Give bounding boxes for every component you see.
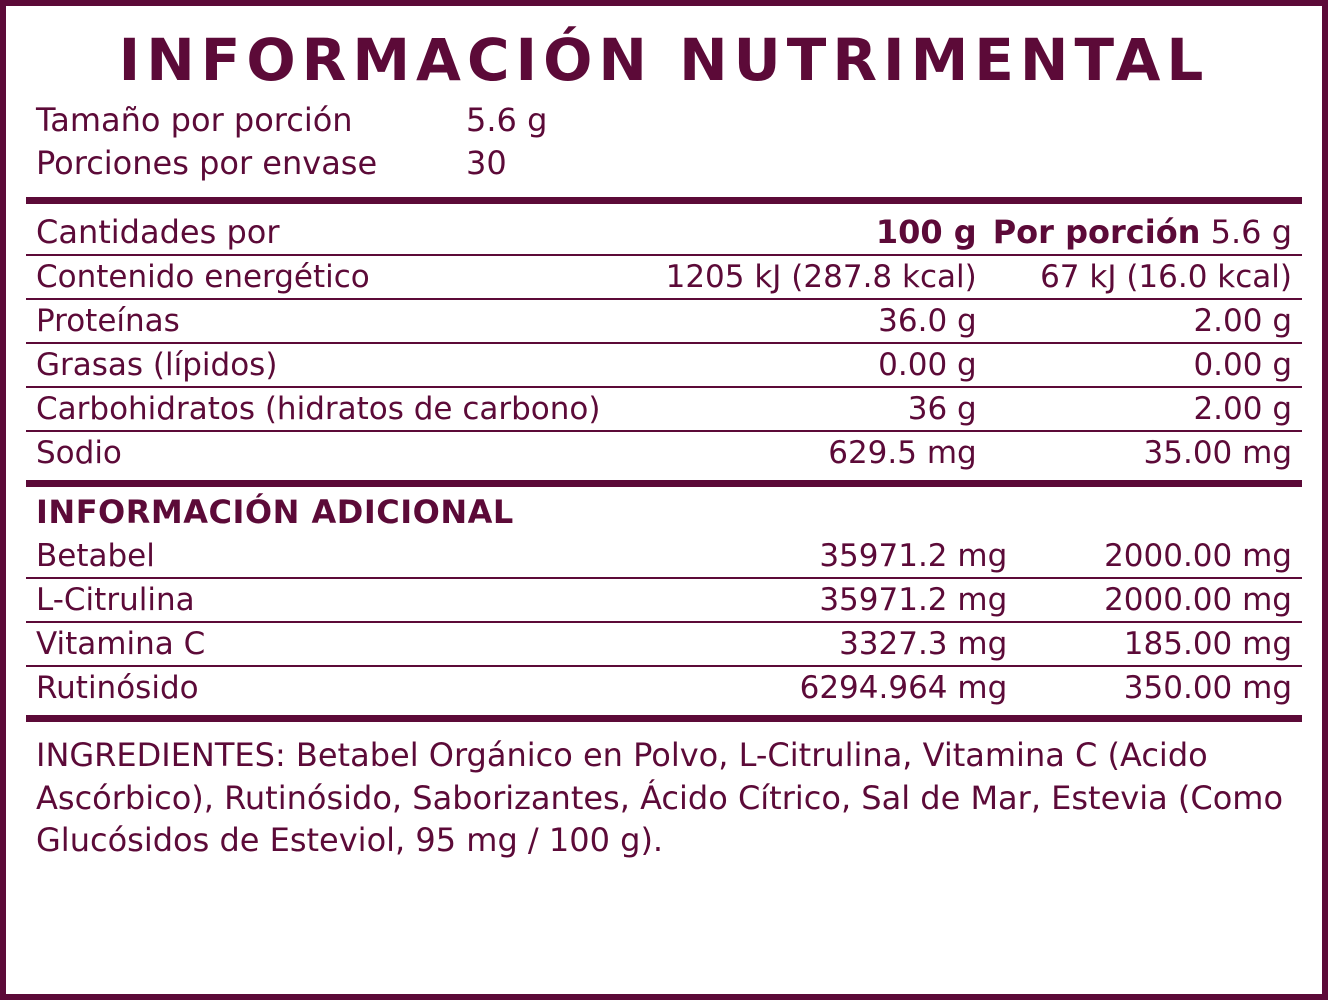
column-header-portion — [991, 210, 1302, 255]
servings-per-container-value: 30 — [466, 144, 507, 183]
servings-per-container-label: Porciones por envase — [36, 144, 378, 183]
nutrient-per-100g: 0.00 g — [661, 343, 991, 387]
serving-info-block — [26, 99, 1302, 191]
column-header-100g: 100 g — [661, 210, 991, 255]
additional-per-100g: 3327.3 mg — [690, 622, 1022, 666]
additional-per-portion: 2000.00 mg — [1021, 535, 1302, 578]
nutrient-per-100g: 36.0 g — [661, 299, 991, 343]
nutrient-name: Contenido energético — [26, 255, 661, 299]
additional-per-100g: 35971.2 mg — [690, 535, 1022, 578]
divider-thick-top — [26, 197, 1302, 204]
additional-name: Rutinósido — [36, 670, 199, 707]
table-row — [26, 666, 1302, 709]
additional-per-portion: 2000.00 mg — [1021, 578, 1302, 622]
table-header-row — [26, 210, 1302, 255]
nutrient-per-portion: 2.00 g — [991, 299, 1302, 343]
nutrient-per-100g: 36 g — [661, 387, 991, 431]
nutrient-name: Proteínas — [26, 299, 661, 343]
additional-per-100g: 6294.964 mg — [799, 670, 1008, 707]
serving-size-value: 5.6 g — [466, 100, 548, 139]
additional-per-portion: 185.00 mg — [1021, 622, 1302, 666]
nutrient-per-portion: 0.00 g — [991, 343, 1302, 387]
nutrient-name: Grasas (lípidos) — [26, 343, 661, 387]
nutrient-name: Sodio — [36, 435, 122, 472]
table-row — [26, 535, 1302, 578]
column-header-portion-value: 5.6 g — [1210, 213, 1292, 252]
additional-name: Vitamina C — [26, 622, 690, 666]
table-row — [26, 622, 1302, 666]
nutrient-name: Carbohidratos (hidratos de carbono) — [26, 387, 661, 431]
serving-size-label: Tamaño por porción — [36, 100, 353, 139]
table-row — [26, 343, 1302, 387]
page-title: INFORMACIÓN NUTRIMENTAL — [118, 26, 1210, 94]
table-row — [26, 431, 1302, 474]
additional-name: Betabel — [26, 535, 690, 578]
additional-per-100g: 35971.2 mg — [690, 578, 1022, 622]
divider-thick-middle — [26, 480, 1302, 487]
amounts-label: Cantidades por — [26, 210, 661, 255]
table-row — [26, 578, 1302, 622]
divider-thick-bottom — [26, 715, 1302, 722]
ingredients-text: INGREDIENTES: Betabel Orgánico en Polvo, L-Citrulina, Vitamina C (Acido Ascórbico), Rutinósido, Saborizantes, Ácido Cítrico, Sal de Mar, Estevia (Como Glucósidos de Esteviol, 95 mg / 100 g). — [36, 736, 1284, 859]
servings-per-container-row — [36, 142, 1302, 185]
nutrition-table — [26, 210, 1302, 474]
nutrient-per-portion: 2.00 g — [991, 387, 1302, 431]
nutrient-per-100g: 629.5 mg — [828, 435, 977, 472]
nutrient-per-100g: 1205 kJ (287.8 kcal) — [661, 255, 991, 299]
table-row — [26, 299, 1302, 343]
additional-info-title: INFORMACIÓN ADICIONAL — [36, 493, 514, 532]
serving-size-row — [36, 99, 1302, 142]
nutrition-facts-content — [26, 20, 1302, 980]
table-row — [26, 387, 1302, 431]
additional-per-portion: 350.00 mg — [1123, 670, 1292, 707]
table-row — [26, 255, 1302, 299]
nutrient-per-portion: 67 kJ (16.0 kcal) — [991, 255, 1302, 299]
column-header-portion-label: Por porción — [992, 213, 1201, 252]
additional-name: L-Citrulina — [26, 578, 690, 622]
nutrient-per-portion: 35.00 mg — [1143, 435, 1292, 472]
additional-info-table — [26, 535, 1302, 709]
